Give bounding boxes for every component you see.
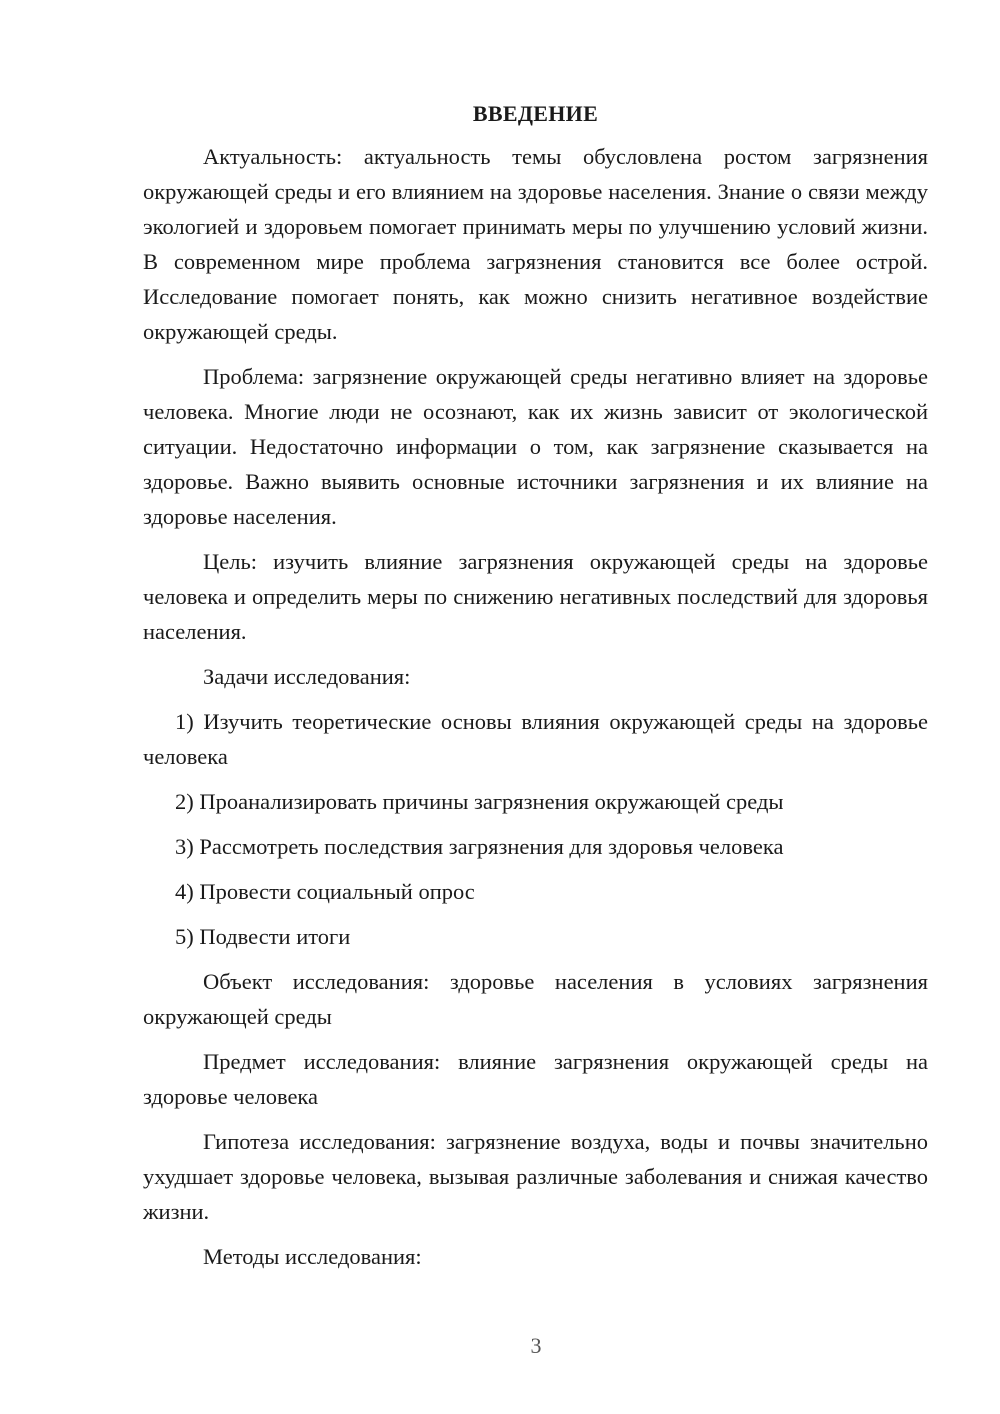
task-item: 5) Подвести итоги xyxy=(175,924,351,949)
page-content xyxy=(143,96,928,1284)
methods-title: Методы исследования: xyxy=(203,1244,422,1269)
subject-paragraph: Предмет исследования: влияние загрязнения окружающей среды на здоровье человека xyxy=(143,1049,928,1109)
task-item: 3) Рассмотреть последствия загрязнения для здоровья человека xyxy=(175,834,784,859)
section-heading: ВВЕДЕНИЕ xyxy=(472,101,599,126)
page-number: 3 xyxy=(530,1333,542,1358)
tasks-title: Задачи исследования: xyxy=(203,664,411,689)
object-paragraph: Объект исследования: здоровье населения в условиях загрязнения окружающей среды xyxy=(143,969,928,1029)
problem-paragraph: Проблема: загрязнение окружающей среды негативно влияет на здоровье человека. Многие люди не осознают, как их жизнь зависит от экологической ситуации. Недостаточно информации о том, как загрязнение сказывается на здоровье. Важно выявить основные источники загрязнения и их влияние на здоровье населения. xyxy=(143,364,928,529)
relevance-paragraph: Актуальность: актуальность темы обусловлена ростом загрязнения окружающей среды и его влиянием на здоровье населения. Знание о связи между экологией и здоровьем помогает принимать меры по улучшению условий жизни. В современном мире проблема загрязнения становится все более острой. Исследование помогает понять, как можно снизить негативное воздействие окружающей среды. xyxy=(143,144,928,344)
task-item: 4) Провести социальный опрос xyxy=(175,879,475,904)
task-item: 2) Проанализировать причины загрязнения окружающей среды xyxy=(175,789,784,814)
task-item: 1) Изучить теоретические основы влияния окружающей среды на здоровье человека xyxy=(143,709,928,769)
hypothesis-paragraph: Гипотеза исследования: загрязнение воздуха, воды и почвы значительно ухудшает здоровье человека, вызывая различные заболевания и снижая качество жизни. xyxy=(143,1129,928,1224)
goal-paragraph: Цель: изучить влияние загрязнения окружающей среды на здоровье человека и определить меры по снижению негативных последствий для здоровья населения. xyxy=(143,549,928,644)
